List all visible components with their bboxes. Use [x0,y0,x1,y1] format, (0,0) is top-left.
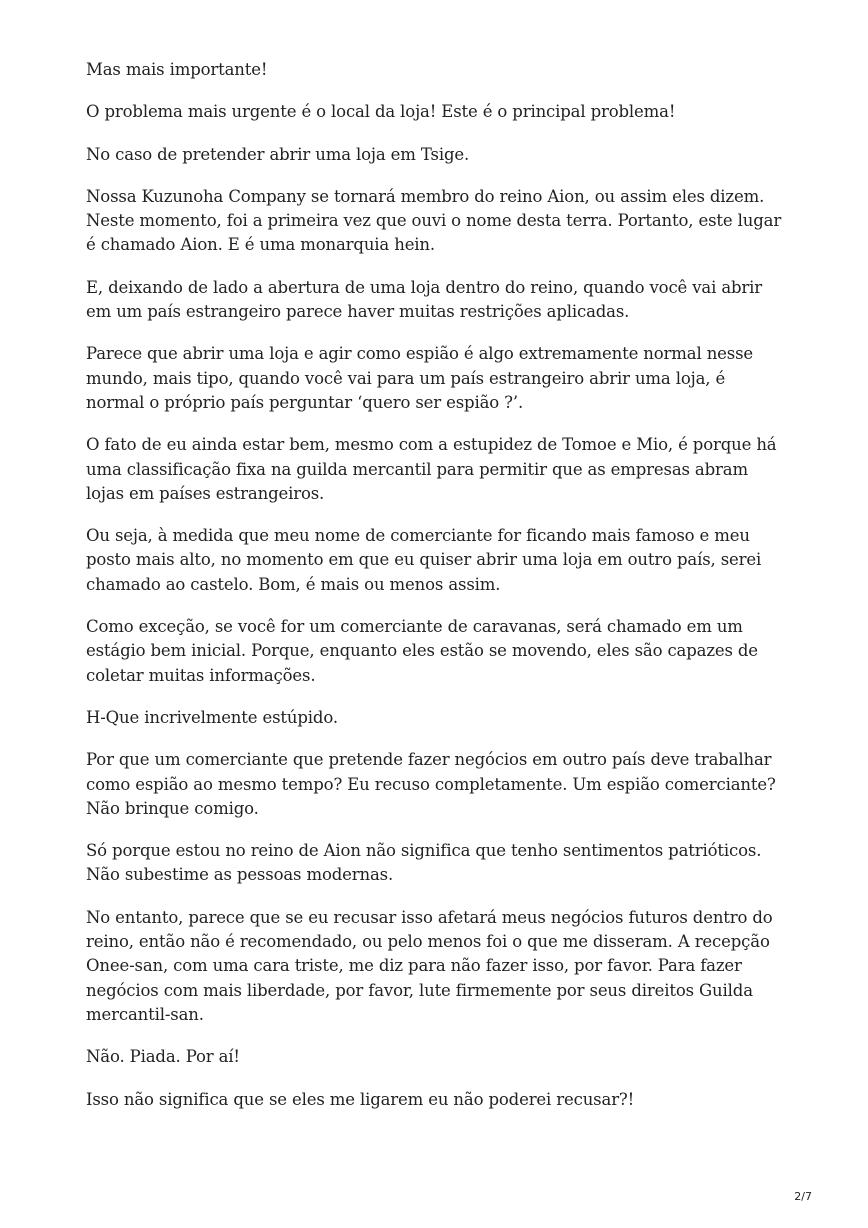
paragraph: Só porque estou no reino de Aion não significa que tenho sentimentos patrióticos. Não subestime as pessoas modernas. [86,841,762,885]
paragraph: O fato de eu ainda estar bem, mesmo com a estupidez de Tomoe e Mio, é porque há uma classificação fixa na guilda mercantil para permitir que as empresas abram lojas em países estrangeiros. [86,435,777,503]
paragraph: Parece que abrir uma loja e agir como espião é algo extremamente normal nesse mundo, mais tipo, quando você vai para um país estrangeiro abrir uma loja, é normal o próprio país perguntar ‘quero ser espião ?’. [86,344,754,412]
paragraph: Ou seja, à medida que meu nome de comerciante for ficando mais famoso e meu posto mais alto, no momento em que eu quiser abrir uma loja em outro país, serei chamado ao castelo. Bom, é mais ou menos assim. [86,526,762,594]
paragraph: O problema mais urgente é o local da loja! Este é o principal problema! [86,102,676,122]
page-number: 2/7 [794,1190,812,1203]
paragraph: No caso de pretender abrir uma loja em Tsige. [86,144,470,164]
paragraph: H-Que incrivelmente estúpido. [86,707,338,727]
paragraph: No entanto, parece que se eu recusar isso afetará meus negócios futuros dentro do reino, então não é recomendado, ou pelo menos foi o que me disseram. A recepção Onee-san, com uma cara triste, me diz para não fazer isso, por favor. Para fazer negócios com mais liberdade, por favor, lute firmemente por seus direitos Guilda mercantil-san. [86,907,773,1024]
paragraph: Por que um comerciante que pretende fazer negócios em outro país deve trabalhar como espião ao mesmo tempo? Eu recuso completamente. Um espião comerciante? Não brinque comigo. [86,750,776,818]
paragraph: Nossa Kuzunoha Company se tornará membro do reino Aion, ou assim eles dizem. Neste momento, foi a primeira vez que ouvi o nome desta terra. Portanto, este lugar é chamado Aion. E é uma monarquia hein. [86,186,782,255]
paragraph: Mas mais importante! [86,60,268,79]
paragraph: Como exceção, se você for um comerciante de caravanas, será chamado em um estágio bem inicial. Porque, enquanto eles estão se movendo, eles são capazes de coletar muitas informações. [86,617,758,685]
paragraph: Não. Piada. Por aí! [86,1047,240,1067]
paragraph: E, deixando de lado a abertura de uma loja dentro do reino, quando você vai abrir em um país estrangeiro parece haver muitas restrições aplicadas. [86,277,763,322]
paragraph: Isso não significa que se eles me ligarem eu não poderei recusar?! [86,1089,635,1109]
document-body [86,58,786,1130]
